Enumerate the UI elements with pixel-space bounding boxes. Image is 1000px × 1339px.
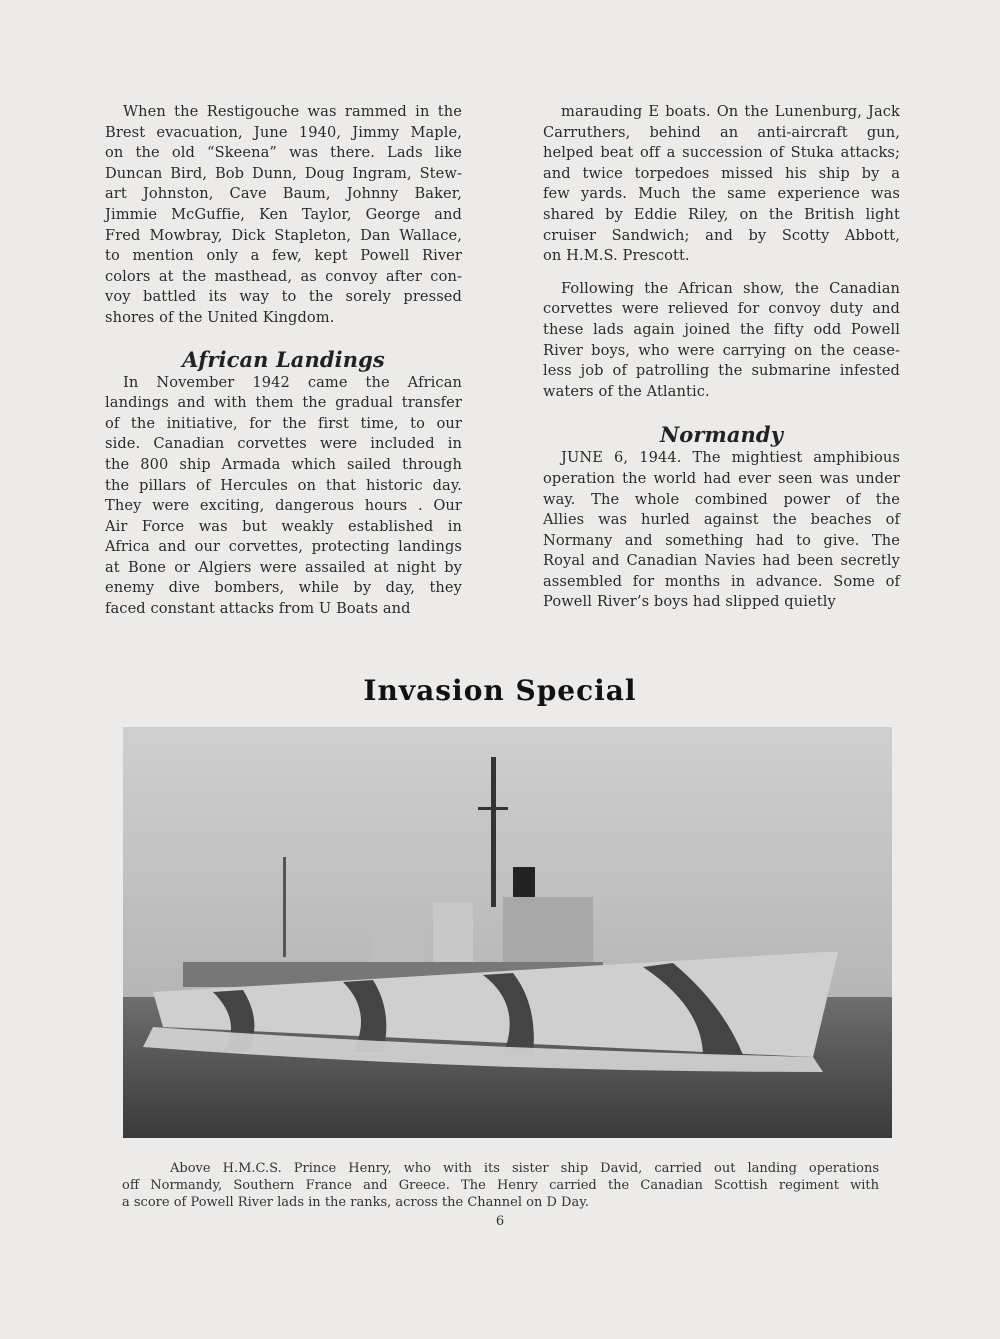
ship-photo <box>123 727 892 1138</box>
text-line: Carruthers, behind an anti-aircraft gun, <box>543 123 900 141</box>
text-line: colors at the masthead, as convoy after con- <box>105 267 462 285</box>
text-line: of the initiative, for the first time, to our <box>105 414 462 432</box>
text-line: Duncan Bird, Bob Dunn, Doug Ingram, Stew- <box>105 164 462 182</box>
paragraph <box>543 448 900 613</box>
text-line: few yards. Much the same experience was <box>543 185 900 203</box>
text-line: and twice torpedoes missed his ship by a <box>543 164 900 182</box>
text-line: shores of the United Kingdom. <box>105 308 335 326</box>
text-line: corvettes were relieved for convoy duty and <box>543 300 900 318</box>
text-line: at Bone or Algiers were assailed at night by <box>105 558 462 576</box>
paragraph <box>543 102 900 267</box>
text-line: operation the world had ever seen was under <box>543 469 900 487</box>
text-line: shared by Eddie Riley, on the British light <box>543 205 900 223</box>
caption-text <box>122 1160 879 1211</box>
text-line: Royal and Canadian Navies had been secretly <box>543 552 900 570</box>
text-line: cruiser Sandwich; and by Scotty Abbott, <box>543 226 900 244</box>
text-line: When the Restigouche was rammed in the <box>123 103 462 120</box>
text-line: voy battled its way to the sorely pressed <box>105 288 462 306</box>
text-line: marauding E boats. On the Lunenburg, Jack <box>561 103 900 120</box>
text-line: Normany and something had to give. The <box>543 531 900 549</box>
text-line: off Normandy, Southern France and Greece. The Henry carried the Canadian Scottish regiment with <box>122 1178 879 1193</box>
text-line: Air Force was but weakly established in <box>105 517 462 535</box>
text-line: faced constant attacks from U Boats and <box>105 600 411 618</box>
text-line: Following the African show, the Canadian <box>561 279 900 297</box>
text-line: assembled for months in advance. Some of <box>543 572 900 590</box>
text-line: on H.M.S. Prescott. <box>543 247 690 265</box>
text-line: Jimmie McGuffie, Ken Taylor, George and <box>105 205 462 223</box>
section-heading-normandy: Normandy <box>659 422 784 448</box>
left-column <box>105 102 462 620</box>
text-line: In November 1942 came the African <box>123 373 462 391</box>
section-heading-african-landings: African Landings <box>182 346 385 372</box>
page-number: 6 <box>495 1214 505 1229</box>
text-line: JUNE 6, 1944. The mightiest amphibious <box>561 449 900 467</box>
paragraph <box>543 279 900 403</box>
text-line: Above H.M.C.S. Prince Henry, who with its sister ship David, carried out landing operations <box>170 1161 879 1176</box>
paragraph <box>105 102 462 329</box>
text-line: helped beat off a succession of Stuka attacks; <box>543 144 900 162</box>
text-line: Brest evacuation, June 1940, Jimmy Maple, <box>105 123 462 141</box>
text-line: the 800 ship Armada which sailed through <box>105 455 462 473</box>
text-line: Africa and our corvettes, protecting landings <box>105 538 462 556</box>
paragraph <box>105 373 462 620</box>
text-line: River boys, who were carrying on the cease- <box>543 341 900 359</box>
text-line: Fred Mowbray, Dick Stapleton, Dan Wallace, <box>105 226 462 244</box>
text-line: Powell River’s boys had slipped quietly <box>543 593 836 611</box>
text-line: Allies was hurled against the beaches of <box>543 511 900 529</box>
text-line: waters of the Atlantic. <box>543 382 710 400</box>
text-line: art Johnston, Cave Baum, Johnny Baker, <box>105 185 462 203</box>
ship-illustration <box>123 727 892 1138</box>
text-line: on the old “Skeena” was there. Lads like <box>105 144 462 162</box>
text-line: landings and with them the gradual transfer <box>105 394 462 412</box>
text-line: a score of Powell River lads in the ranks, across the Channel on D Day. <box>122 1195 589 1210</box>
text-line: enemy dive bombers, while by day, they <box>105 579 462 597</box>
text-line: the pillars of Hercules on that historic day. <box>105 476 462 494</box>
text-line: side. Canadian corvettes were included in <box>105 435 462 453</box>
section-title: Invasion Special <box>363 674 637 707</box>
text-line: to mention only a few, kept Powell River <box>105 247 462 265</box>
right-column <box>543 102 900 613</box>
text-line: way. The whole combined power of the <box>543 490 900 508</box>
photo-caption <box>122 1160 879 1211</box>
text-line: They were exciting, dangerous hours . Our <box>105 497 462 515</box>
text-line: less job of patrolling the submarine infested <box>543 362 900 380</box>
text-line: these lads again joined the fifty odd Powell <box>543 320 900 338</box>
